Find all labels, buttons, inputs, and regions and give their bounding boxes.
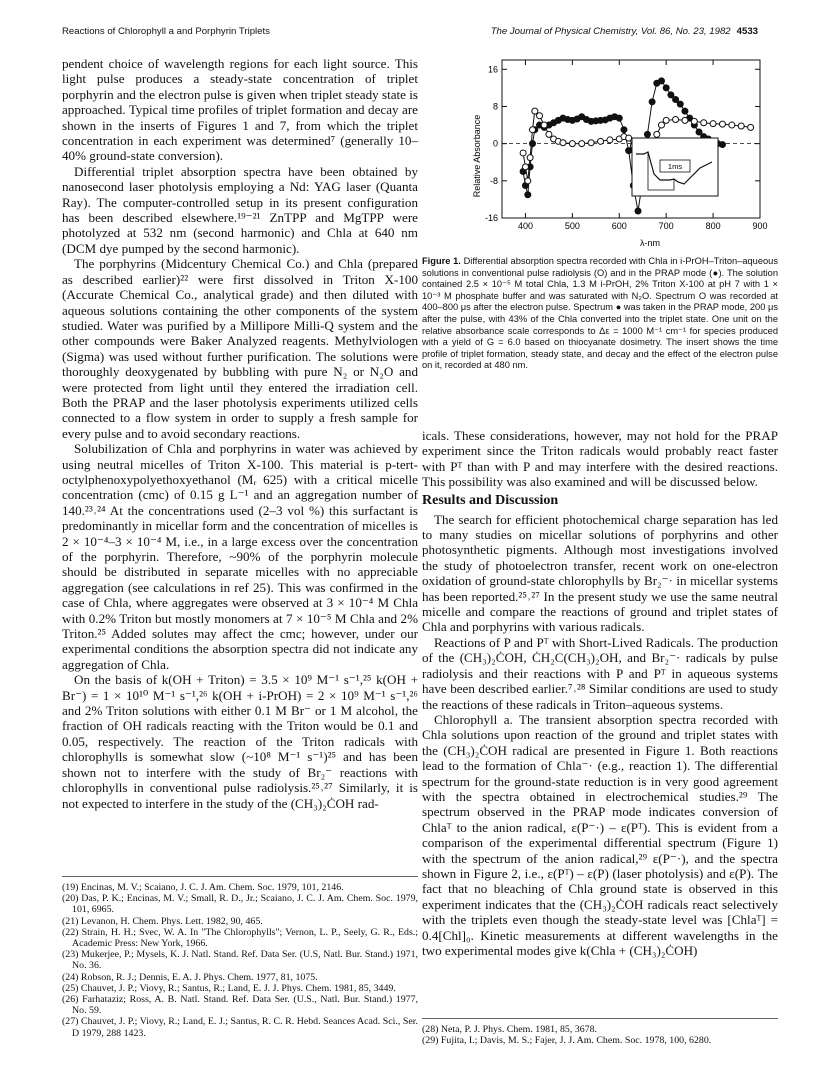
x-tick-label: 600 — [611, 221, 627, 231]
y-tick-label: 16 — [487, 64, 498, 75]
open-point — [663, 117, 669, 123]
x-tick-label: 900 — [752, 221, 768, 231]
open-point — [748, 124, 754, 130]
triplet-time-profile-inset — [632, 138, 718, 196]
y-axis-label: Relative Absorbance — [472, 114, 482, 198]
spectrum-chart — [422, 56, 778, 250]
open-point — [569, 141, 575, 147]
x-tick-label: 400 — [517, 221, 533, 231]
open-point — [654, 131, 660, 137]
y-tick-label: -16 — [484, 213, 498, 223]
filled-point — [525, 192, 531, 198]
section-heading: Results and Discussion — [422, 492, 559, 508]
filled-point — [663, 85, 669, 91]
paragraph: Differential triplet absorption spectra have been obtained by nanosecond laser photolysis employing a Nd: YAG laser (Quanta Ray). The computer-controlled setup in its present configuration has been described elsewhere.¹⁹⁻²¹ ZnTPP and MgTPP were photolyzed at 532 nm (second harmonic) and Chla at 640 nm (DCM dye pumped by the second harmonic). — [62, 163, 418, 256]
figure-caption — [422, 256, 778, 372]
open-point — [537, 113, 543, 119]
filled-point — [649, 99, 655, 105]
reference: (28) Neta, P. J. Phys. Chem. 1981, 85, 3678. — [422, 1024, 598, 1035]
paragraph: pendent choice of wavelength regions for each light source. This light pulse produces a steady-state concentration of triplet porphyrin and the electron pulse is given when triplet steady state is approached. Typical time profiles of triplet formation and decay are shown in the inserts of Figures 1 and 7, from which the triplet concentration in each experiment was determined⁷ (generally 10–40% ground-state conversion). — [62, 56, 418, 164]
paragraph: The search for efficient photochemical charge separation has led to many studies on micellar solutions of porphyrins and other photosynthetic pigments. Although most investigations involved the study of photoelectron transfer, recent work on one-electron oxidation of ground-state chlorophylls by Br₂⁻· in micellar systems has been reported.²⁵˒²⁷ In the present study we use the same neutral micelle and compare the reactions of ground and triplet states of Chla and porphyrins with various radicals. — [422, 511, 778, 635]
open-point — [710, 121, 716, 127]
filled-point — [668, 92, 674, 98]
y-tick-label: 8 — [492, 101, 498, 112]
reference: (27) Chauvet, J. P.; Viovy, R.; Land, E. J.; Santus, R. C. R. Hebd. Seances Acad. Sci., Ser. D 1979, 288 1423. — [62, 1016, 418, 1039]
open-point — [560, 140, 566, 146]
reference: (20) Das, P. K.; Encinas, M. V.; Small, R. D., Jr.; Scaiano, J. C. J. Am. Chem. Soc. 1979, 101, 6965. — [62, 893, 418, 916]
open-point — [598, 138, 604, 144]
open-point — [525, 178, 531, 184]
filled-point — [658, 78, 664, 84]
open-point — [522, 164, 528, 170]
paragraph: icals. These considerations, however, may not hold for the PRAP experiment since the Triton radicals would probably react faster with Pᵀ than with P and may interfere with the desired reactions. This possibility was also examined and will be discussed below. — [422, 428, 778, 490]
open-point — [527, 155, 533, 161]
right-column — [422, 428, 778, 958]
open-point — [719, 121, 725, 127]
open-point — [626, 135, 632, 141]
open-point — [579, 141, 585, 147]
x-tick-label: 700 — [658, 221, 674, 231]
open-point — [588, 140, 594, 146]
reference: (25) Chauvet, J. P.; Viovy, R.; Santus, R.; Land, E. J. J. Phys. Chem. 1981, 85, 3449. — [62, 982, 396, 994]
reference: (29) Fujita, I.; Davis, M. S.; Fajer, J. J. Am. Chem. Soc. 1978, 100, 6280. — [422, 1035, 712, 1047]
reference: (22) Strain, H. H.; Svec, W. A. In "The Chlorophylls"; Vernon, L. P., Seely, G. R., Eds.; Academic Press: New York, 1966. — [62, 926, 418, 950]
paragraph: Solubilization of Chla and porphyrins in water was achieved by using neutral micelles of Triton X-100. This material is p-tert-octylphenoxypolyethoxyethanol (Mᵣ 625) with a critical micelle concentration (cmc) of 0.15 g L⁻¹ and an aggregation number of 140.²³˒²⁴ At the concentrations used (2–3 vol %) this surfactant is predominantly in micellar form and the concentration of micelles is 2 × 10⁻⁴–3 × 10⁻⁴ M, i.e., in a large excess over the concentration of the porphyrin. Therefore, ~90% of the porphyrin molecule should be distributed in separate micelles with no appreciable aggregation (see calculations in ref 25). This was confirmed in the case of Chla, where aggregates were observed at 3 × 10⁻⁴ M Chla with 0.2% Triton but mostly monomers at 7 × 10⁻⁵ M Chla and 2% Triton.²⁵ Added solutes may affect the cmc; however, under our experimental conditions the absorption spectra did not indicate any aggregation of Chla. — [62, 441, 418, 672]
open-point — [691, 118, 697, 124]
filled-point — [673, 97, 679, 103]
filled-point — [621, 127, 627, 133]
reference: (24) Robson, R. J.; Dennis, E. A. J. Phys. Chem. 1977, 81, 1075. — [62, 971, 318, 983]
reference: (23) Mukerjee, P.; Mysels, K. J. Natl. Stand. Ref. Data Ser. (U.S, Natl. Bur. Stand.) 1971, No. 36. — [62, 949, 418, 972]
figure-1 — [422, 56, 778, 250]
page-number: 4533 — [736, 26, 758, 37]
caption-label: Figure 1. — [422, 256, 461, 266]
open-point — [546, 131, 552, 137]
running-head-journal — [491, 26, 758, 37]
open-point — [607, 137, 613, 143]
open-point — [738, 123, 744, 129]
filled-point — [616, 115, 622, 121]
open-point — [520, 150, 526, 156]
references-left — [62, 876, 418, 1039]
filled-point — [677, 101, 683, 107]
paragraph: Chlorophyll a. The transient absorption spectra recorded with Chla solutions upon reaction of the ground and triplet states with the (CH₃)₂ĊOH radical are presented in Figure 1. Both reactions lead to the formation of Chla⁻· (e.g., reaction 1). The differential spectrum for the ground-state reduction is in very good agreement with the spectra obtained in electrochemical studies.²⁹ The spectrum observed in the PRAP mode indicates conversion of Chlaᵀ to the anion radical, ε(P⁻·) – ε(Pᵀ). This is evident from a comparison of the experimental differential spectrum (Figure 1) with the spectrum of the anion radical,²⁹ ε(P⁻·), and the spectra shown in Figure 2, i.e., ε(Pᵀ) – ε(P) (laser photolysis) and ε(P). The fact that no bleaching of Chla ground state is observed in this experiment indicates that the (CH₃)₂ĊOH radicals react selectively with the triplets even though the steady-state level was [Chlaᵀ] = 0.4[Chl]₀. Kinetic measurements at different wavelengths in the two experimental modes give k(Chla + (CH₃)₂ĊOH) — [422, 711, 778, 958]
references-right — [422, 1018, 778, 1046]
y-tick-label: 0 — [492, 138, 498, 149]
open-point — [682, 117, 688, 123]
caption-text: Differential absorption spectra recorded with Chla in i-PrOH–Triton–aqueous solutions in conventional pulse radiolysis (O) and in the PRAP mode (●). The solution contained 2.5 × 10⁻⁵ M total Chla, 1.3 M i-PrOH, 2% Triton X-100 at pH 7 with 1 × 10⁻³ M phosphate buffer and was saturated with N₂O. Spectrum O was recorded at 400–800 μs after the electron pulse. Spectrum ● was taken in the PRAP mode, 200 μs after the pulse, with 43% of the Chla converted into the triplet state. One unit on the relative absorbance scale corresponds to Δε = 1000 M⁻¹ cm⁻¹ for species produced with a yield of G = 6.0 based on thiocyanate dosimetry. The insert shows the time profile of triplet formation, steady state, and decay and the effect of the electron pulse on it, recorded at 480 nm. — [422, 256, 778, 371]
filled-point — [719, 142, 725, 148]
filled-point — [696, 129, 702, 135]
filled-point — [635, 208, 641, 214]
open-point — [701, 120, 707, 126]
x-axis-label: λ-nm — [640, 238, 660, 248]
x-tick-label: 500 — [564, 221, 580, 231]
running-head-title: Reactions of Chlorophyll a and Porphyrin Triplets — [62, 26, 270, 37]
filled-point — [682, 108, 688, 114]
open-point — [529, 127, 535, 133]
filled-point — [644, 131, 650, 137]
reference: (26) Farhataziz; Ross, A. B. Natl. Stand. Ref. Data Ser. (U.S., Natl. Bur. Stand.) 1977, No. 59. — [62, 994, 418, 1017]
open-point — [729, 122, 735, 128]
paragraph: Reactions of P and Pᵀ with Short-Lived Radicals. The production of the (CH₃)₂ĊOH, ĊH₂C(CH₃)₂OH, and Br₂⁻· radicals by pulse radiolysis and their reactions with P and Pᵀ in aqueous systems have been described earlier.⁷˒²⁸ Similar conditions are used to study the reactions of these radicals in Triton–aqueous systems. — [422, 634, 778, 712]
open-point — [658, 122, 664, 128]
filled-point — [626, 148, 632, 154]
open-point — [673, 116, 679, 122]
paragraph: The porphyrins (Midcentury Chemical Co.) and Chla (prepared as described earlier)²² were first dissolved in Triton X-100 (Accurate Chemical Co., analytical grade) and then diluted with aqueous solutions containing the other components of the system studied. Water was purified by a Millipore Milli-Q system and the other compounds were Baker Analyzed reagents. Methylviologen (Sigma) was used without further purification. The solutions were thoroughly deoxygenated by bubbling with pure N₂ or N₂O and were protected from light until they entered the irradiation cell. Both the PRAP and the laser photolysis experiments utilized cells connected to a flow system in order to supply a fresh sample for every pulse and to avoid secondary reactions. — [62, 256, 418, 441]
inset-scale-label: 1ms — [667, 162, 683, 171]
x-tick-label: 800 — [705, 221, 721, 231]
reference: (21) Levanon, H. Chem. Phys. Lett. 1982, 90, 465. — [62, 915, 263, 927]
y-tick-label: -8 — [489, 175, 498, 186]
filled-point — [529, 141, 535, 147]
open-point — [541, 122, 547, 128]
reference: (19) Encinas, M. V.; Scaiano, J. C. J. Am. Chem. Soc. 1979, 101, 2146. — [62, 882, 344, 893]
left-column — [62, 56, 418, 811]
paragraph: On the basis of k(OH + Triton) = 3.5 × 10⁹ M⁻¹ s⁻¹,²⁵ k(OH + Br⁻) = 1 × 10¹⁰ M⁻¹ s⁻¹,²⁶ k(OH + i-PrOH) = 2 × 10⁹ M⁻¹ s⁻¹,²⁶ and 2% Triton solutions with either 0.1 M Br⁻ or 1 M alcohol, the fraction of OH radicals reacting with the Triton would be 0.1 and 0.05, respectively. The reaction of the Triton radicals with chlorophylls is somewhat slow (~10⁸ M⁻¹ s⁻¹)²⁵ and has been shown not to interfere with the study of Br₂⁻ reactions with chlorophylls in conventional pulse radiolysis.²⁵˒²⁷ Similarly, it is not expected to interfere in the study of the (CH₃)₂ĊOH rad- — [62, 672, 418, 811]
open-point — [532, 108, 538, 114]
journal-citation: The Journal of Physical Chemistry, Vol. 86, No. 23, 1982 — [490, 26, 731, 37]
running-head — [0, 26, 820, 40]
